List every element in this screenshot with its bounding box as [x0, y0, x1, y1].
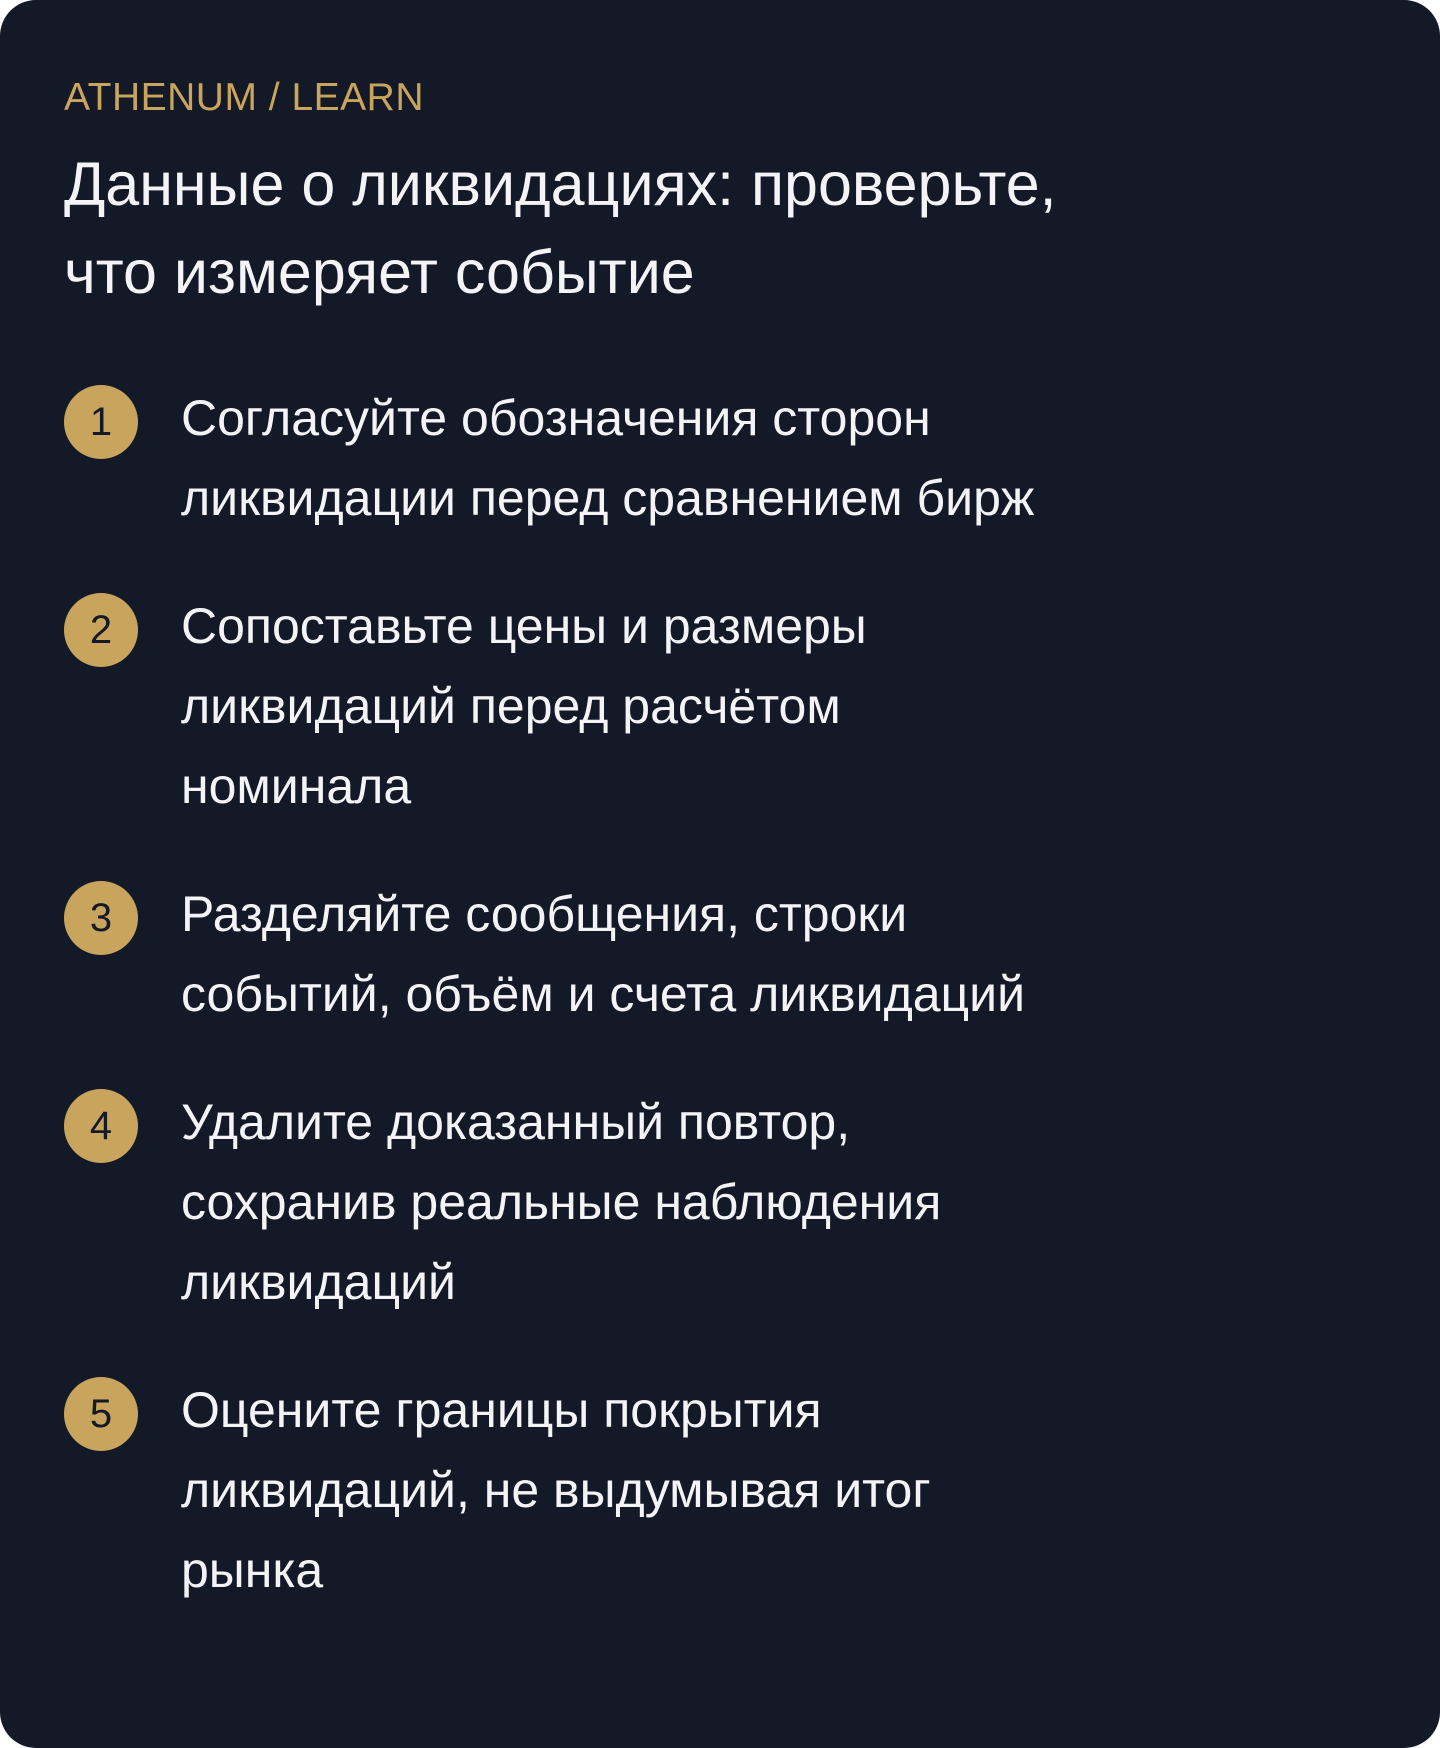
step-text-line: сохранив реальные наблюдения: [181, 1174, 942, 1230]
list-item: [64, 1082, 1164, 1322]
step-number-badge: 1: [64, 385, 138, 459]
step-text-line: номинала: [181, 758, 412, 814]
step-text: [181, 586, 1164, 826]
step-text-line: ликвидаций, не выдумывая итог: [181, 1462, 931, 1518]
step-text-line: ликвидаций: [181, 1254, 456, 1310]
steps-list: [64, 378, 1164, 1658]
step-text-line: ликвидаций перед расчётом: [181, 678, 841, 734]
list-item: [64, 586, 1164, 826]
list-item: [64, 1370, 1164, 1610]
step-text-line: рынка: [181, 1542, 324, 1598]
step-text-line: Оцените границы покрытия: [181, 1382, 822, 1438]
step-number-badge: 3: [64, 881, 138, 955]
step-text: [181, 874, 1164, 1034]
step-text-line: Сопоставьте цены и размеры: [181, 598, 867, 654]
step-text-line: Разделяйте сообщения, строки: [181, 886, 908, 942]
step-number-badge: 2: [64, 593, 138, 667]
step-text: [181, 1082, 1164, 1322]
step-number-badge: 4: [64, 1089, 138, 1163]
page-title-line: Данные о ликвидациях: проверьте,: [64, 150, 1057, 218]
list-item: [64, 874, 1164, 1034]
step-number-badge: 5: [64, 1377, 138, 1451]
step-text-line: ликвидации перед сравнением бирж: [181, 470, 1035, 526]
step-text: [181, 1370, 1164, 1610]
page-title: [64, 140, 1214, 316]
step-text-line: событий, объём и счета ликвидаций: [181, 966, 1026, 1022]
step-text: [181, 378, 1164, 538]
step-text-line: Согласуйте обозначения сторон: [181, 390, 931, 446]
step-text-line: Удалите доказанный повтор,: [181, 1094, 851, 1150]
list-item: [64, 378, 1164, 538]
page-title-line: что измеряет событие: [64, 238, 695, 306]
breadcrumb: ATHENUM / LEARN: [64, 76, 424, 119]
